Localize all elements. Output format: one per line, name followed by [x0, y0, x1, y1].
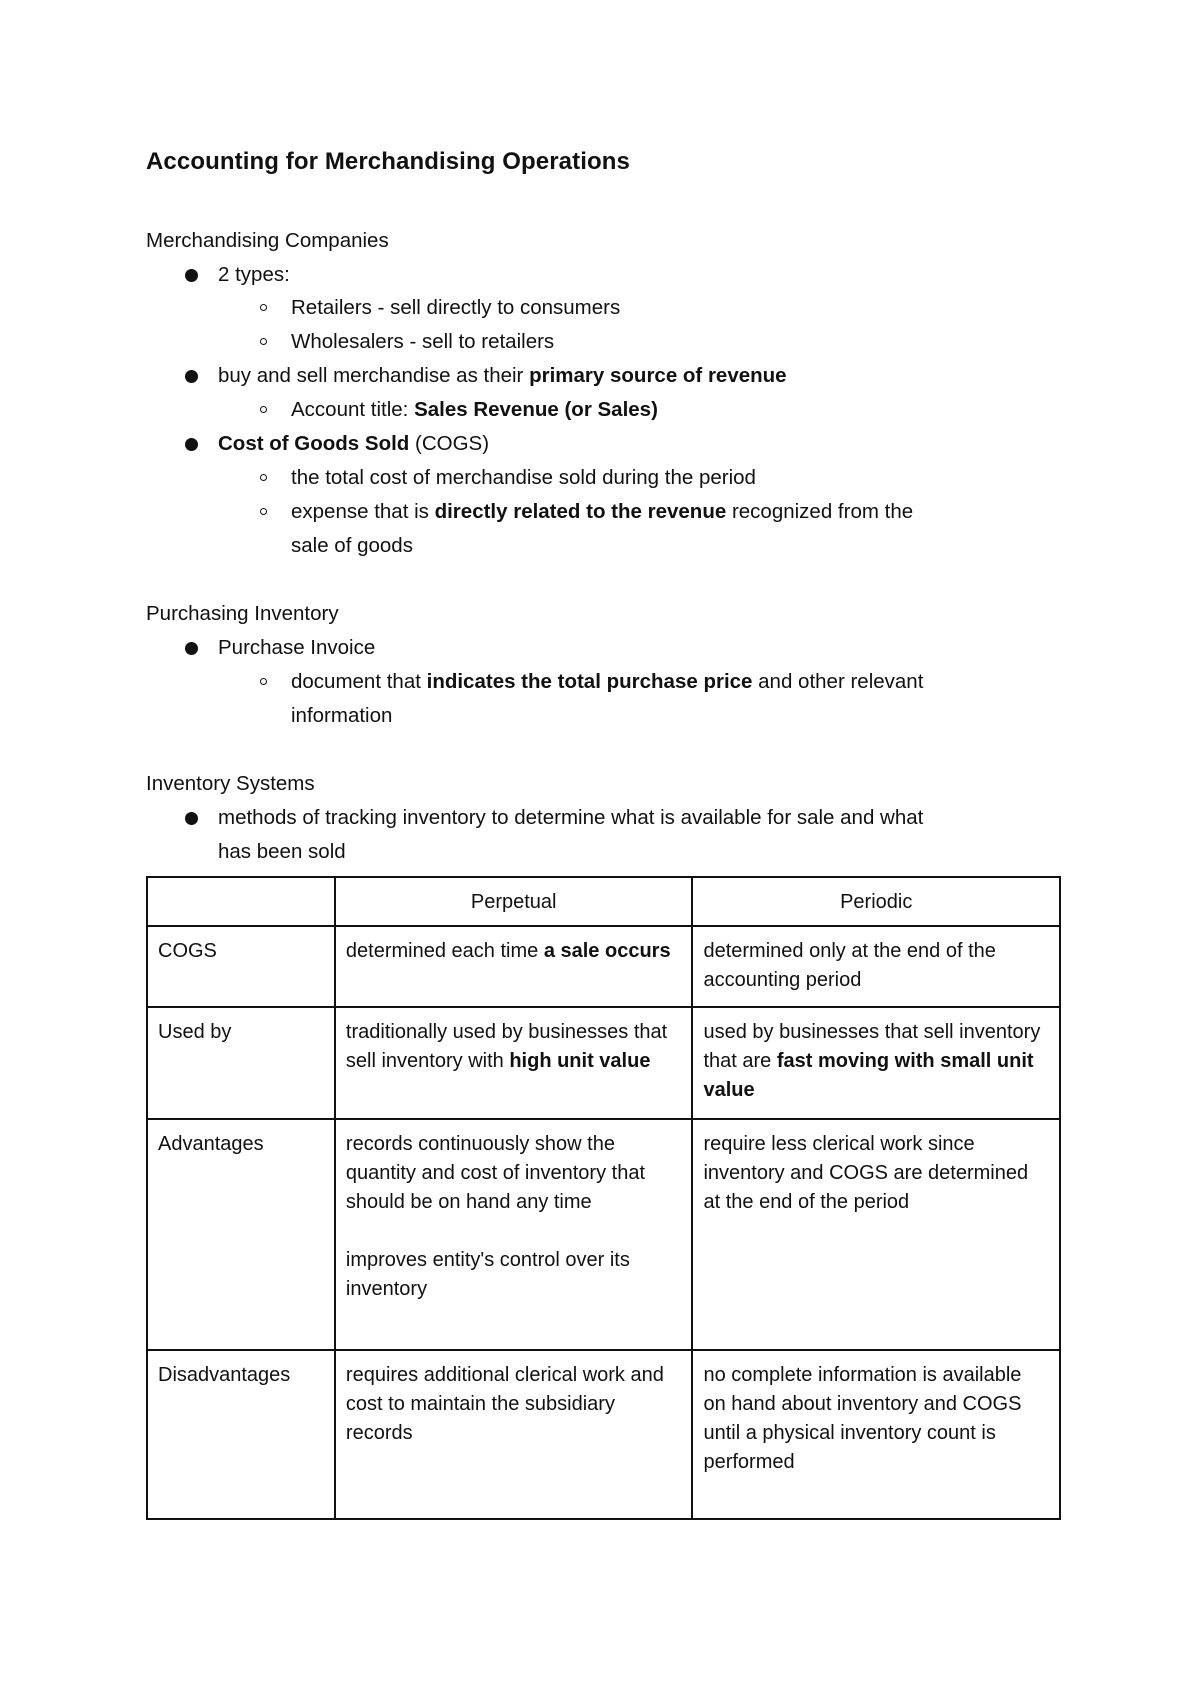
bullet-circle-icon: [260, 508, 267, 515]
list-subitem: Account title: Sales Revenue (or Sales): [291, 398, 658, 421]
bullet-circle-icon: [260, 678, 267, 685]
cell-perpetual: determined each time a sale occurs: [335, 926, 693, 1007]
bullet-circle-icon: [260, 406, 267, 413]
list-item: Purchase Invoice: [218, 636, 376, 659]
list-subitem-continuation: information: [291, 704, 393, 727]
cell-perpetual: requires additional clerical work and cost to maintain the subsidiary records: [335, 1350, 693, 1519]
table-row: [147, 1119, 1060, 1350]
table-row: [147, 1350, 1060, 1519]
cell-perpetual: traditionally used by businesses that sell inventory with high unit value: [335, 1007, 693, 1119]
cell-periodic: no complete information is available on hand about inventory and COGS until a physical inventory count is performed: [692, 1350, 1060, 1519]
list-subitem: the total cost of merchandise sold during the period: [291, 466, 756, 489]
document-title: Accounting for Merchandising Operations: [146, 148, 630, 175]
bullet-disc-icon: [185, 812, 198, 825]
section-heading-merchandising-companies: Merchandising Companies: [146, 229, 389, 252]
bullet-disc-icon: [185, 370, 198, 383]
list-item: buy and sell merchandise as their primary source of revenue: [218, 364, 787, 387]
bullet-disc-icon: [185, 438, 198, 451]
list-item: 2 types:: [218, 263, 290, 286]
table-row: [147, 926, 1060, 1007]
list-subitem-continuation: sale of goods: [291, 534, 413, 557]
bullet-circle-icon: [260, 338, 267, 345]
section-heading-purchasing-inventory: Purchasing Inventory: [146, 602, 339, 625]
row-label-disadvantages: Disadvantages: [147, 1350, 335, 1519]
inventory-systems-table: [146, 876, 1061, 1520]
row-label-used-by: Used by: [147, 1007, 335, 1119]
table-header-cell-empty: [147, 877, 335, 926]
bullet-disc-icon: [185, 642, 198, 655]
list-subitem: expense that is directly related to the revenue recognized from the: [291, 500, 914, 523]
list-item-continuation: has been sold: [218, 840, 346, 863]
cell-periodic: determined only at the end of the accounting period: [692, 926, 1060, 1007]
table-header-row: [147, 877, 1060, 926]
bullet-circle-icon: [260, 474, 267, 481]
row-label-cogs: COGS: [147, 926, 335, 1007]
table-header-periodic: Periodic: [692, 877, 1060, 926]
cell-periodic: require less clerical work since inventory and COGS are determined at the end of the period: [692, 1119, 1060, 1350]
table-row: [147, 1007, 1060, 1119]
table-header-perpetual: Perpetual: [335, 877, 693, 926]
list-subitem: document that indicates the total purchase price and other relevant: [291, 670, 924, 693]
list-subitem: Wholesalers - sell to retailers: [291, 330, 555, 353]
bullet-disc-icon: [185, 269, 198, 282]
section-heading-inventory-systems: Inventory Systems: [146, 772, 315, 795]
cell-periodic: used by businesses that sell inventory that are fast moving with small unit value: [692, 1007, 1060, 1119]
row-label-advantages: Advantages: [147, 1119, 335, 1350]
bullet-circle-icon: [260, 304, 267, 311]
list-item: methods of tracking inventory to determine what is available for sale and what: [218, 806, 924, 829]
list-item: Cost of Goods Sold (COGS): [218, 432, 490, 455]
list-subitem: Retailers - sell directly to consumers: [291, 296, 621, 319]
cell-perpetual: records continuously show the quantity and cost of inventory that should be on hand any time improves entity's control over its inventory: [335, 1119, 693, 1350]
